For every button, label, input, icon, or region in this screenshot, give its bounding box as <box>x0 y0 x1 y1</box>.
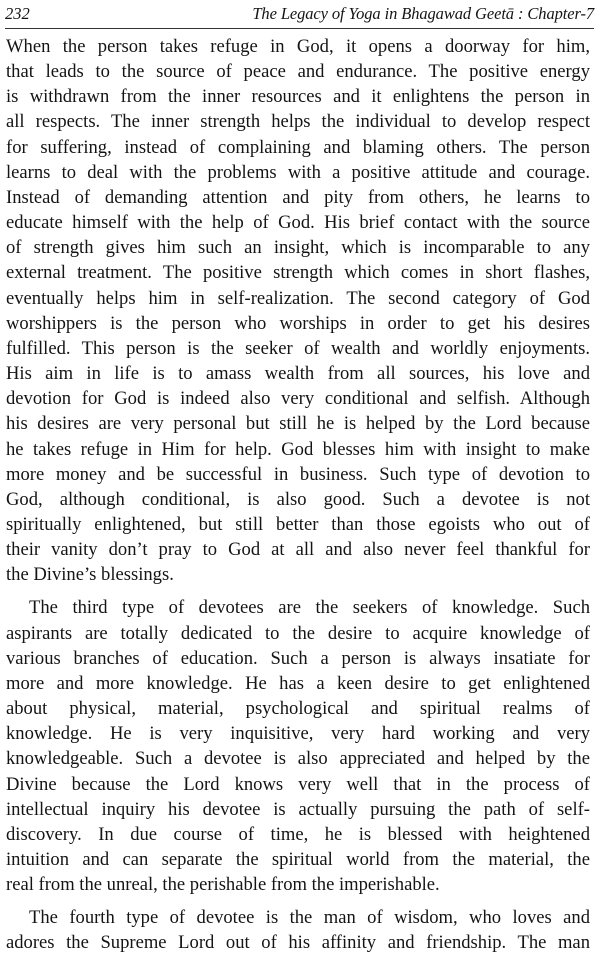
text-line: external treatment. The positive strength which comes in short flashes, <box>6 262 590 284</box>
text-line: eventually helps him in self-realization. The second category of God <box>6 287 590 309</box>
text-line: When the person takes refuge in God, it opens a doorway for him, <box>6 36 590 57</box>
text-line: educate himself with the help of God. His brief contact with the source <box>6 212 590 234</box>
text-line: learns to deal with the problems with a positive attitude and courage. <box>6 161 590 183</box>
text-line: adores the Supreme Lord out of his affinity and friendship. The man <box>6 932 590 954</box>
text-line: spiritually enlightened, but still better than those egoists who out of <box>6 513 590 535</box>
text-line: various branches of education. Such a person is always insatiate for <box>6 647 590 669</box>
text-line: the Divine’s blessings. <box>6 564 174 586</box>
text-line: knowledge. He is very inquisitive, very hard working and very <box>6 723 590 745</box>
header-rule <box>5 28 594 29</box>
text-line: more and more knowledge. He has a keen desire to get enlightened <box>6 672 590 694</box>
text-line: Instead of demanding attention and pity from others, he learns to <box>6 186 590 208</box>
text-line: their vanity don’t pray to God at all and also never feel thankful for <box>6 539 590 561</box>
text-line: fulfilled. This person is the seeker of wealth and worldly enjoyments. <box>6 337 590 359</box>
body-text <box>6 34 590 956</box>
text-line: knowledgeable. Such a devotee is also appreciated and helped by the <box>6 748 590 770</box>
text-line: that leads to the source of peace and endurance. The positive energy <box>6 61 590 83</box>
text-line: Divine because the Lord knows very well that in the process of <box>6 773 590 795</box>
running-head: The Legacy of Yoga in Bhagawad Geetā : Chapter-7 <box>252 4 594 23</box>
text-line: of strength gives him such an insight, which is incomparable to any <box>6 237 590 259</box>
text-line: The third type of devotees are the seekers of knowledge. Such <box>29 597 590 619</box>
text-line: intellectual inquiry his devotee is actually pursuing the path of self- <box>6 798 590 820</box>
text-line: is withdrawn from the inner resources and it enlightens the person in <box>6 86 590 108</box>
text-line: his desires are very personal but still he is helped by the Lord because <box>6 413 590 435</box>
text-line: real from the unreal, the perishable from the imperishable. <box>6 874 440 896</box>
text-line: The fourth type of devotee is the man of wisdom, who loves and <box>29 907 590 929</box>
text-line: intuition and can separate the spiritual world from the material, the <box>6 849 590 870</box>
text-line: aspirants are totally dedicated to the desire to acquire knowledge of <box>6 622 590 644</box>
page-number: 232 <box>5 4 30 23</box>
text-line: worshippers is the person who worships in order to get his desires <box>6 312 590 334</box>
page-header <box>5 3 594 27</box>
paragraph-2 <box>6 595 590 897</box>
text-line: he takes refuge in Him for help. God blesses him with insight to make <box>6 438 590 460</box>
text-line: all respects. The inner strength helps the individual to develop respect <box>6 111 590 133</box>
paragraph-1 <box>6 34 590 587</box>
text-line: for suffering, instead of complaining and blaming others. The person <box>6 136 590 158</box>
text-line: God, although conditional, is also good. Such a devotee is not <box>6 488 590 510</box>
paragraph-3 <box>6 905 590 955</box>
text-line: about physical, material, psychological and spiritual realms of <box>6 698 590 720</box>
text-line: discovery. In due course of time, he is blessed with heightened <box>6 823 590 845</box>
text-line: His aim in life is to amass wealth from all sources, his love and <box>6 363 590 385</box>
text-line: devotion for God is indeed also very conditional and selfish. Although <box>6 388 590 410</box>
text-line: more money and be successful in business. Such type of devotion to <box>6 463 590 485</box>
